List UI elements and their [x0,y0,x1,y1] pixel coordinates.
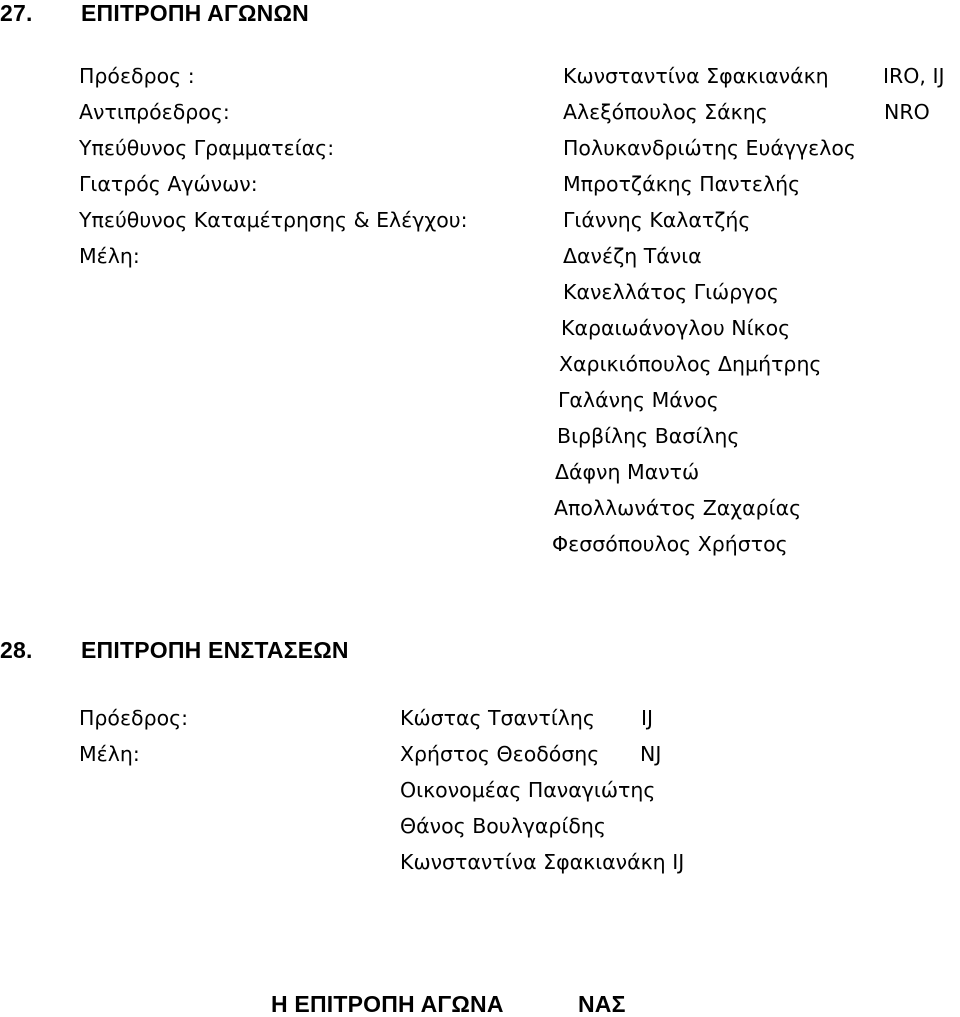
person-name: Κωνσταντίνα Σφακιανάκη IJ [400,850,685,874]
person-name: Πολυκανδριώτης Ευάγγελος [563,136,856,160]
person-name: Κωνσταντίνα Σφακιανάκη [563,64,829,88]
person-code: IJ [641,706,654,730]
section-27-title: ΕΠΙΤΡΟΠΗ ΑΓΩΝΩΝ [81,0,309,26]
person-name: Καραιωάνογλου Νίκος [561,316,791,340]
person-name: Φεσσόπουλος Χρήστος [552,532,788,556]
role-label: Γιατρός Αγώνων: [79,172,258,196]
person-code: NRO [884,100,930,124]
person-name: Κώστας Τσαντίλης [400,706,595,730]
role-label: Μέλη: [79,244,140,268]
role-label: Μέλη: [79,742,140,766]
person-name: Βιρβίλης Βασίλης [557,424,740,448]
section-27-number: 27. [0,0,33,26]
person-name: Δανέζη Τάνια [563,244,702,268]
signature-text: Η ΕΠΙΤΡΟΠΗ ΑΓΩΝΑ [271,991,504,1017]
role-label: Πρόεδρος : [79,64,195,88]
person-name: Γιάννης Καλατζής [563,208,751,232]
person-name: Γαλάνης Μάνος [558,388,719,412]
person-name: Αλεξόπουλος Σάκης [563,100,768,124]
person-code: NJ [640,742,662,766]
person-name: Μπροτζάκης Παντελής [563,172,801,196]
person-name: Χαρικιόπουλος Δημήτρης [559,352,822,376]
section-28-number: 28. [0,637,33,663]
person-name: Απολλωνάτος Ζαχαρίας [554,496,802,520]
role-label: Αντιπρόεδρος: [79,100,230,124]
person-code: IRO, IJ [883,64,945,88]
signature-text-end: ΝΑΣ [578,991,626,1017]
person-name: Χρήστος Θεοδόσης [400,742,600,766]
person-name: Οικονομέας Παναγιώτης [400,778,656,802]
section-28-title: ΕΠΙΤΡΟΠΗ ΕΝΣΤΑΣΕΩΝ [81,637,349,663]
person-name: Κανελλάτος Γιώργος [563,280,779,304]
role-label: Υπεύθυνος Γραμματείας: [79,136,335,160]
person-name: Θάνος Βουλγαρίδης [400,814,606,838]
role-label: Υπεύθυνος Καταμέτρησης & Ελέγχου: [79,208,468,232]
person-name: Δάφνη Μαντώ [555,460,700,484]
role-label: Πρόεδρος: [79,706,189,730]
